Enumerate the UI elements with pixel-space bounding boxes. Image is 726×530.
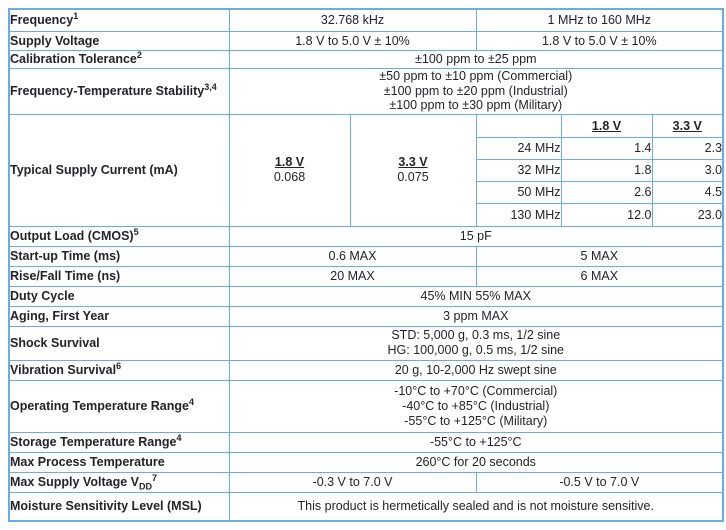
footnote-sup: 3,4 [204, 81, 217, 92]
footnote-sup: 4 [176, 432, 182, 443]
optemp-line-commercial: -10°C to +70°C (Commercial) [394, 383, 558, 398]
operating-temp-range-value [229, 380, 723, 432]
current-value-3v3: 0.075 [397, 170, 429, 184]
shock-survival-value [229, 326, 723, 360]
label-text: Rise/Fall Time (ns) [10, 269, 121, 283]
footnote-sup: 5 [133, 226, 139, 237]
supply-current-khz-3v3-cell [350, 114, 476, 226]
vibration-survival-value: 20 g, 10-2,000 Hz swept sine [229, 360, 723, 380]
spec-table [8, 8, 724, 522]
row-label-rise-fall-time [9, 266, 229, 286]
spec-row-frequency [9, 9, 723, 31]
mhz-table-header-1v8: 1.8 V [561, 114, 652, 137]
footnote-sup: 6 [116, 360, 122, 371]
max-supply-voltage-mhz-value: -0.5 V to 7.0 V [476, 472, 723, 492]
rise-fall-khz-value: 20 MAX [229, 266, 476, 286]
spec-row-max-process-temp [9, 452, 723, 472]
label-text: Typical Supply Current (mA) [10, 163, 178, 177]
label-text: Start-up Time (ms) [10, 249, 121, 263]
label-text: Shock Survival [10, 336, 100, 350]
moisture-sensitivity-value: This product is hermetically sealed and is not moisture sensitive. [229, 492, 723, 521]
output-load-value: 15 pF [229, 226, 723, 246]
label-text: Moisture Sensitivity Level (MSL) [10, 499, 202, 514]
optemp-line-military: -55°C to +125°C (Military) [404, 413, 548, 428]
supply-current-khz-1v8-cell [229, 114, 350, 226]
mhz-current-3v3: 3.0 [652, 159, 723, 181]
label-text: Max Process Temperature [10, 455, 165, 469]
spec-row-vibration-survival [9, 360, 723, 380]
footnote-sup: 2 [136, 50, 142, 60]
mhz-table-header-3v3: 3.3 V [652, 114, 723, 137]
label-text: Output Load (CMOS) [10, 229, 134, 243]
row-label-aging [9, 306, 229, 326]
spec-row-calibration-tolerance [9, 50, 723, 68]
spec-row-operating-temp-range [9, 380, 723, 432]
storage-temp-range-value: -55°C to +125°C [229, 432, 723, 452]
voltage-header-3v3: 3.3 V [398, 155, 428, 169]
row-label-duty-cycle [9, 286, 229, 306]
row-label-frequency [9, 9, 229, 31]
row-label-shock-survival [9, 326, 229, 360]
current-value-1v8: 0.068 [273, 170, 306, 184]
footnote-sup: 1 [73, 11, 79, 22]
freq-temp-stability-value [229, 68, 723, 114]
label-text: Storage Temperature Range [10, 435, 177, 449]
row-label-output-load [9, 226, 229, 246]
optemp-line-industrial: -40°C to +85°C (Industrial) [402, 398, 550, 413]
stability-line-commercial: ±50 ppm to ±10 ppm (Commercial) [379, 68, 573, 83]
row-label-max-process-temp [9, 452, 229, 472]
row-label-typical-supply-current [9, 114, 229, 226]
mhz-current-3v3: 4.5 [652, 181, 723, 203]
aging-value: 3 ppm MAX [229, 306, 723, 326]
stability-line-military: ±100 ppm to ±30 ppm (Military) [389, 98, 563, 113]
row-label-moisture-sensitivity [9, 492, 229, 521]
spec-row-startup-time [9, 246, 723, 266]
supply-voltage-mhz-value: 1.8 V to 5.0 V ± 10% [476, 31, 723, 50]
label-text: Duty Cycle [10, 289, 75, 303]
duty-cycle-value: 45% MIN 55% MAX [229, 286, 723, 306]
spec-row-supply-voltage [9, 31, 723, 50]
spec-row-aging [9, 306, 723, 326]
label-text: Frequency [10, 13, 74, 28]
row-label-calibration-tolerance [9, 50, 229, 68]
shock-line-std: STD: 5,000 g, 0.3 ms, 1/2 sine [391, 328, 561, 342]
label-text: Vibration Survival [10, 363, 117, 377]
spec-row-moisture-sensitivity [9, 492, 723, 521]
row-label-storage-temp-range [9, 432, 229, 452]
mhz-current-3v3: 2.3 [652, 137, 723, 159]
row-label-max-supply-voltage [9, 472, 229, 492]
mhz-current-1v8: 2.6 [561, 181, 652, 203]
footnote-sup: 7 [151, 472, 157, 483]
label-text: Frequency-Temperature Stability [10, 84, 205, 98]
calibration-tolerance-value: ±100 ppm to ±25 ppm [229, 50, 723, 68]
spec-row-storage-temp-range [9, 432, 723, 452]
label-text: Max Supply Voltage V [10, 475, 139, 489]
stability-line-industrial: ±100 ppm to ±20 ppm (Industrial) [383, 83, 568, 98]
spec-row-duty-cycle [9, 286, 723, 306]
footnote-sup: 4 [188, 396, 194, 407]
spec-row-shock-survival [9, 326, 723, 360]
frequency-khz-value: 32.768 kHz [229, 9, 476, 31]
row-label-operating-temp-range [9, 380, 229, 432]
row-label-startup-time [9, 246, 229, 266]
spec-row-output-load [9, 226, 723, 246]
mhz-table-corner-blank [476, 114, 561, 137]
rise-fall-mhz-value: 6 MAX [476, 266, 723, 286]
vdd-subscript: DD [138, 481, 152, 492]
startup-time-khz-value: 0.6 MAX [229, 246, 476, 266]
mhz-current-3v3: 23.0 [652, 203, 723, 226]
mhz-freq-label: 32 MHz [476, 159, 561, 181]
mhz-current-1v8: 12.0 [561, 203, 652, 226]
label-text: Calibration Tolerance [10, 52, 137, 66]
frequency-mhz-value: 1 MHz to 160 MHz [476, 9, 723, 31]
voltage-header-1v8: 1.8 V [274, 155, 305, 169]
mhz-current-1v8: 1.4 [561, 137, 652, 159]
row-label-vibration-survival [9, 360, 229, 380]
spec-row-freq-temp-stability [9, 68, 723, 114]
spec-row-rise-fall-time [9, 266, 723, 286]
supply-voltage-khz-value: 1.8 V to 5.0 V ± 10% [229, 31, 476, 50]
max-process-temp-value: 260°C for 20 seconds [229, 452, 723, 472]
shock-line-hg: HG: 100,000 g, 0.5 ms, 1/2 sine [387, 343, 565, 357]
row-label-freq-temp-stability [9, 68, 229, 114]
mhz-freq-label: 130 MHz [476, 203, 561, 226]
mhz-current-1v8: 1.8 [561, 159, 652, 181]
label-text: Supply Voltage [10, 33, 100, 48]
mhz-freq-label: 24 MHz [476, 137, 561, 159]
startup-time-mhz-value: 5 MAX [476, 246, 723, 266]
spec-row-max-supply-voltage [9, 472, 723, 492]
mhz-freq-label: 50 MHz [476, 181, 561, 203]
spec-row-typical-supply-current [9, 114, 723, 137]
max-supply-voltage-khz-value: -0.3 V to 7.0 V [229, 472, 476, 492]
label-text: Aging, First Year [10, 309, 110, 323]
row-label-supply-voltage [9, 31, 229, 50]
label-text: Operating Temperature Range [10, 399, 189, 413]
